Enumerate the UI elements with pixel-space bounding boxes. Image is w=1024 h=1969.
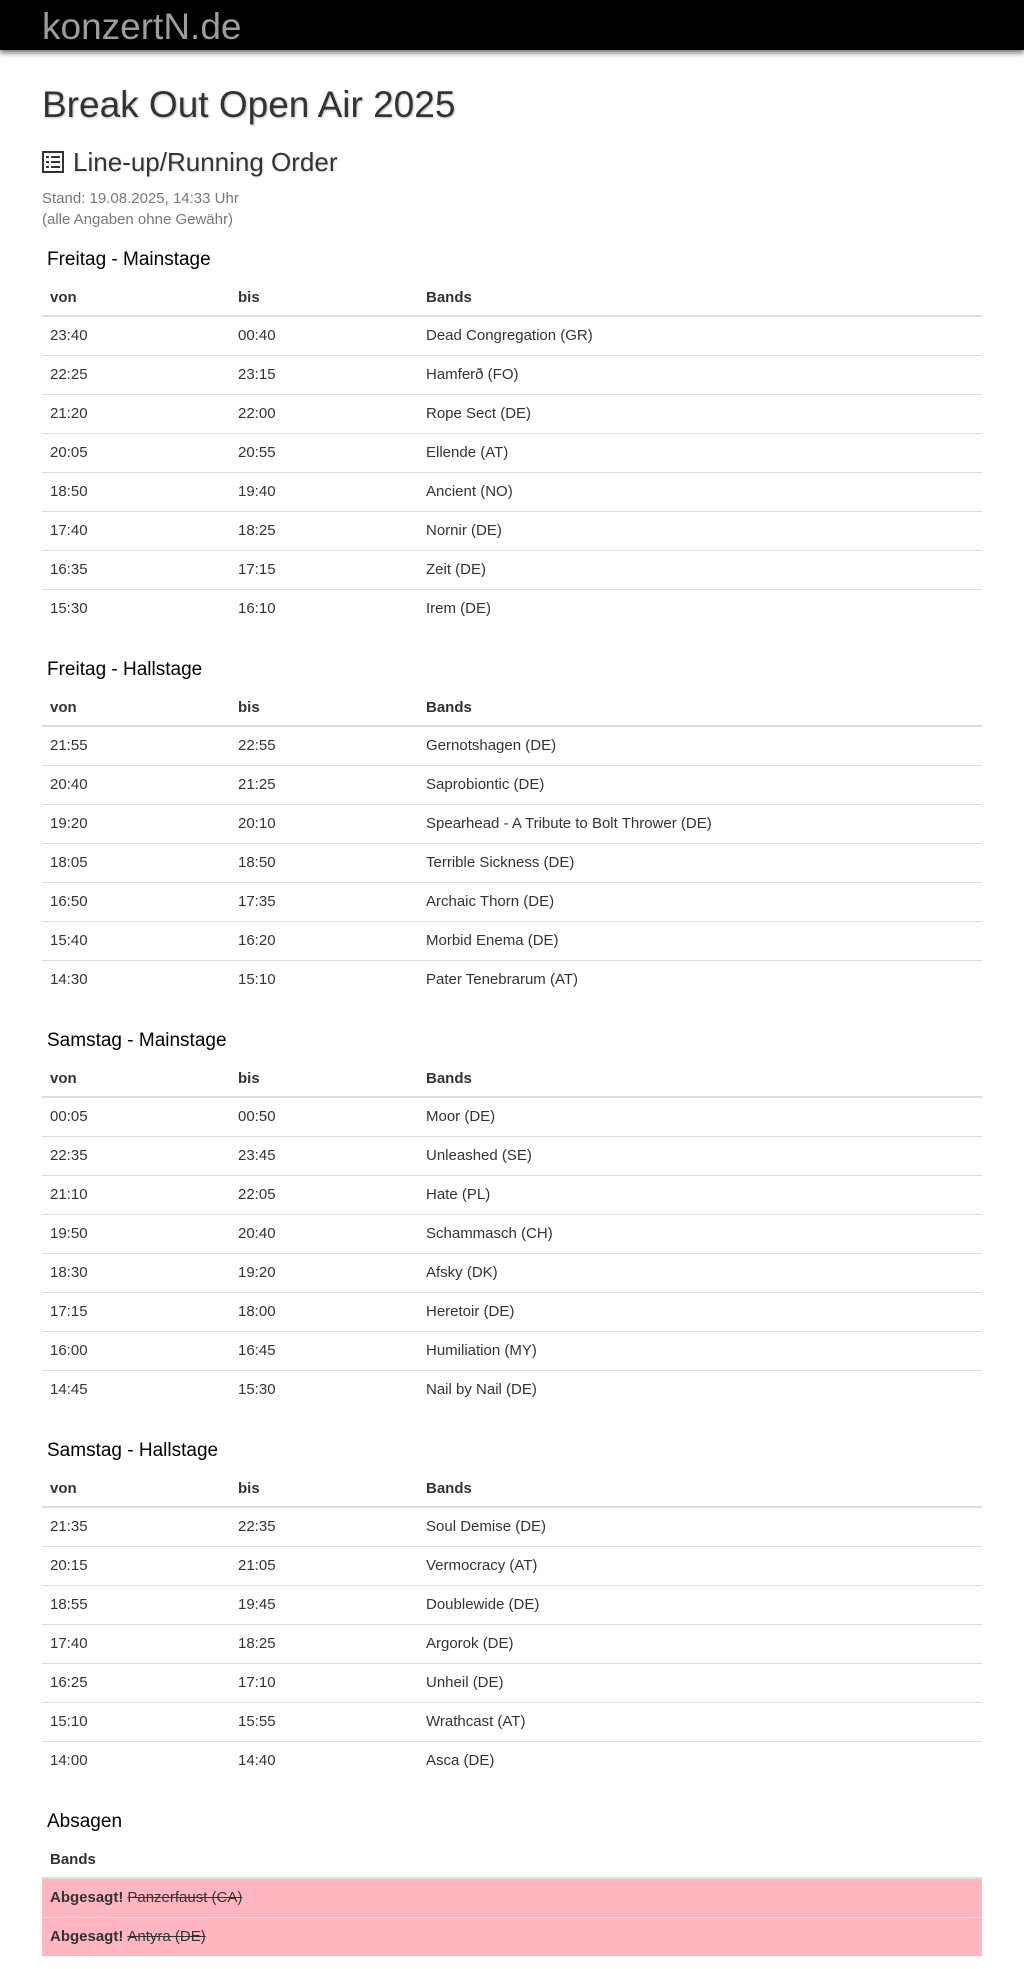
- cancelled-flag: Abgesagt!: [50, 1889, 124, 1907]
- column-header-bis: bis: [230, 689, 418, 726]
- band-name: Nail by Nail (DE): [418, 1370, 982, 1409]
- table-row: [42, 1741, 982, 1780]
- start-time: 20:15: [42, 1546, 230, 1585]
- table-row: [42, 550, 982, 589]
- cancellations-table: [42, 1841, 982, 1956]
- stage-title: Freitag - Hallstage: [47, 659, 203, 680]
- table-row: [42, 765, 982, 804]
- band-name: Heretoir (DE): [418, 1292, 982, 1331]
- main-content: [42, 50, 982, 1956]
- start-time: 18:50: [42, 472, 230, 511]
- stage-table: [42, 689, 982, 999]
- column-header-bands: Bands: [42, 1841, 982, 1878]
- end-time: 17:10: [230, 1663, 418, 1702]
- start-time: 21:35: [50, 1518, 88, 1536]
- table-row: [42, 1136, 982, 1175]
- stages-container: [42, 248, 982, 1780]
- table-row: [42, 1624, 982, 1663]
- column-header-bands: Bands: [418, 1060, 982, 1097]
- column-header-bis: bis: [230, 279, 418, 316]
- table-row: [42, 882, 982, 921]
- start-time: 17:15: [42, 1292, 230, 1331]
- start-time: 22:25: [42, 355, 230, 394]
- end-time: 18:25: [230, 1624, 418, 1663]
- start-time: 19:20: [42, 804, 230, 843]
- table-row: [42, 1331, 982, 1370]
- start-time: 00:05: [50, 1108, 88, 1126]
- cancelled-band-name: Antyra (DE): [127, 1928, 206, 1946]
- table-row: [42, 1097, 982, 1136]
- column-header-bis: bis: [230, 1470, 418, 1507]
- table-row: [42, 511, 982, 550]
- start-time: 21:20: [42, 394, 230, 433]
- end-time: 16:45: [230, 1331, 418, 1370]
- start-time: 20:40: [42, 765, 230, 804]
- band-name: Ancient (NO): [418, 472, 982, 511]
- end-time: 17:15: [230, 550, 418, 589]
- start-time: 21:10: [42, 1175, 230, 1214]
- end-time: 00:40: [238, 327, 276, 345]
- table-row: [42, 1585, 982, 1624]
- band-name: Archaic Thorn (DE): [418, 882, 982, 921]
- band-name: Vermocracy (AT): [418, 1546, 982, 1585]
- cancelled-band-name: Panzerfaust (CA): [127, 1889, 243, 1907]
- stand-timestamp: Stand: 19.08.2025, 14:33 Uhr: [42, 190, 239, 207]
- band-name: Doublewide (DE): [418, 1585, 982, 1624]
- table-row: [42, 394, 982, 433]
- list-icon: [42, 151, 64, 173]
- end-time: 20:10: [230, 804, 418, 843]
- stage-title: Freitag - Mainstage: [47, 249, 211, 270]
- end-time: 23:15: [230, 355, 418, 394]
- end-time: 00:50: [238, 1108, 276, 1126]
- end-time: 16:10: [230, 589, 418, 628]
- start-time: 16:00: [42, 1331, 230, 1370]
- table-header-row: [42, 279, 982, 316]
- start-time: 16:25: [42, 1663, 230, 1702]
- band-name: Spearhead - A Tribute to Bolt Thrower (DE): [418, 804, 982, 843]
- cancellations-section: [42, 1810, 982, 1956]
- stage-title: Samstag - Mainstage: [47, 1030, 227, 1051]
- table-header-row: [42, 1841, 982, 1878]
- end-time: 18:50: [230, 843, 418, 882]
- end-time: 17:35: [230, 882, 418, 921]
- band-name: Soul Demise (DE): [426, 1518, 547, 1536]
- end-time: 15:55: [230, 1702, 418, 1741]
- band-name: Humiliation (MY): [418, 1331, 982, 1370]
- start-time: 16:50: [42, 882, 230, 921]
- start-time: 14:30: [42, 960, 230, 999]
- table-row: [42, 433, 982, 472]
- start-time: 22:35: [42, 1136, 230, 1175]
- end-time: 19:20: [230, 1253, 418, 1292]
- band-name: Gernotshagen (DE): [426, 737, 557, 755]
- table-row: [42, 1253, 982, 1292]
- top-navbar: [0, 0, 1024, 50]
- start-time: 20:05: [42, 433, 230, 472]
- table-row: [42, 726, 982, 765]
- table-row: [42, 1292, 982, 1331]
- band-name: Afsky (DK): [418, 1253, 982, 1292]
- band-name: Wrathcast (AT): [418, 1702, 982, 1741]
- start-time: 18:30: [42, 1253, 230, 1292]
- end-time: 14:40: [230, 1741, 418, 1780]
- column-header-von: von: [42, 1060, 230, 1097]
- band-name: Zeit (DE): [418, 550, 982, 589]
- table-row: [42, 843, 982, 882]
- band-name: Saprobiontic (DE): [418, 765, 982, 804]
- end-time: 22:55: [238, 737, 276, 755]
- column-header-von: von: [42, 1470, 230, 1507]
- end-time: 21:25: [230, 765, 418, 804]
- end-time: 20:55: [230, 433, 418, 472]
- band-name: Hamferð (FO): [418, 355, 982, 394]
- end-time: 19:40: [230, 472, 418, 511]
- start-time: 16:35: [42, 550, 230, 589]
- end-time: 16:20: [230, 921, 418, 960]
- band-name: Nornir (DE): [418, 511, 982, 550]
- cancellations-title: Absagen: [47, 1811, 123, 1832]
- end-time: 15:10: [230, 960, 418, 999]
- start-time: 23:40: [50, 327, 88, 345]
- start-time: 14:45: [42, 1370, 230, 1409]
- table-header-row: [42, 1060, 982, 1097]
- start-time: 15:10: [42, 1702, 230, 1741]
- table-row: [42, 472, 982, 511]
- band-name: Hate (PL): [418, 1175, 982, 1214]
- table-row: [42, 1546, 982, 1585]
- end-time: 15:30: [230, 1370, 418, 1409]
- cancellation-cell: [42, 1878, 982, 1917]
- table-row: [42, 804, 982, 843]
- band-name: Morbid Enema (DE): [418, 921, 982, 960]
- cancellation-row: [42, 1878, 982, 1917]
- table-row: [42, 960, 982, 999]
- table-row: [42, 589, 982, 628]
- stage-title: Samstag - Hallstage: [47, 1440, 219, 1461]
- end-time: 19:45: [230, 1585, 418, 1624]
- table-row: [42, 1507, 982, 1546]
- end-time: 18:00: [230, 1292, 418, 1331]
- end-time: 22:05: [230, 1175, 418, 1214]
- disclaimer: (alle Angaben ohne Gewähr): [42, 211, 233, 228]
- table-row: [42, 316, 982, 355]
- table-header-row: [42, 689, 982, 726]
- cancelled-flag: Abgesagt!: [50, 1928, 124, 1946]
- table-row: [42, 1663, 982, 1702]
- band-name: Asca (DE): [418, 1741, 982, 1780]
- band-name: Argorok (DE): [418, 1624, 982, 1663]
- stage-table: [42, 1060, 982, 1409]
- band-name: Dead Congregation (GR): [426, 327, 593, 345]
- end-time: 18:25: [230, 511, 418, 550]
- start-time: 18:55: [42, 1585, 230, 1624]
- page-title: Break Out Open Air 2025: [42, 84, 456, 125]
- section-heading: [42, 146, 982, 178]
- table-row: [42, 921, 982, 960]
- column-header-bands: Bands: [418, 1470, 982, 1507]
- cancellation-row: [42, 1917, 982, 1956]
- brand-logo-link[interactable]: konzertN.de: [42, 6, 242, 47]
- start-time: 15:30: [42, 589, 230, 628]
- section-title: Line-up/Running Order: [73, 147, 338, 177]
- band-name: Unheil (DE): [418, 1663, 982, 1702]
- start-time: 15:40: [42, 921, 230, 960]
- table-header-row: [42, 1470, 982, 1507]
- stage-table: [42, 1470, 982, 1780]
- start-time: 14:00: [42, 1741, 230, 1780]
- column-header-von: von: [42, 689, 230, 726]
- band-name: Pater Tenebrarum (AT): [418, 960, 982, 999]
- start-time: 17:40: [42, 1624, 230, 1663]
- cancellation-cell: [42, 1917, 982, 1956]
- column-header-bands: Bands: [418, 279, 982, 316]
- table-row: [42, 1370, 982, 1409]
- end-time: 20:40: [230, 1214, 418, 1253]
- band-name: Moor (DE): [426, 1108, 496, 1126]
- column-header-bis: bis: [230, 1060, 418, 1097]
- table-row: [42, 1214, 982, 1253]
- band-name: Terrible Sickness (DE): [418, 843, 982, 882]
- start-time: 21:55: [50, 737, 88, 755]
- band-name: Schammasch (CH): [418, 1214, 982, 1253]
- end-time: 21:05: [230, 1546, 418, 1585]
- cancellations-body: [42, 1878, 982, 1956]
- band-name: Ellende (AT): [418, 433, 982, 472]
- end-time: 22:00: [230, 394, 418, 433]
- start-time: 17:40: [42, 511, 230, 550]
- table-row: [42, 1175, 982, 1214]
- band-name: Unleashed (SE): [418, 1136, 982, 1175]
- table-row: [42, 355, 982, 394]
- column-header-von: von: [42, 279, 230, 316]
- start-time: 18:05: [42, 843, 230, 882]
- band-name: Irem (DE): [418, 589, 982, 628]
- end-time: 23:45: [230, 1136, 418, 1175]
- table-row: [42, 1702, 982, 1741]
- band-name: Rope Sect (DE): [418, 394, 982, 433]
- column-header-bands: Bands: [418, 689, 982, 726]
- stage-table: [42, 279, 982, 628]
- start-time: 19:50: [42, 1214, 230, 1253]
- meta-info: [42, 188, 982, 230]
- end-time: 22:35: [238, 1518, 276, 1536]
